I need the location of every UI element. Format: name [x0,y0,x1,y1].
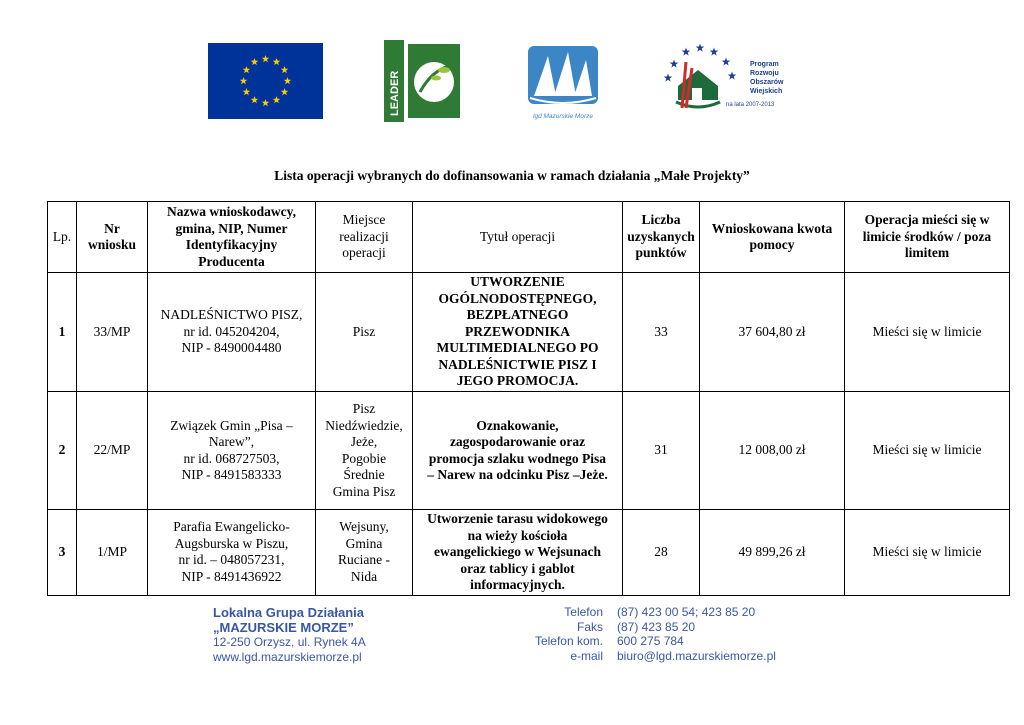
cell-limit: Mieści się w limicie [845,273,1010,392]
header-points: Liczba uzyskanych punktów [623,202,700,273]
cell-applicant-line: Parafia Ewangelicko- [173,519,290,535]
cell-title-line: JEGO PROMOCJA. [456,373,579,389]
lgd-logo-text: lgd Mazurskie Morze [533,113,593,120]
prow-line-1: Program [750,61,779,68]
table-row [48,510,1010,596]
cell-amount: 12 008,00 zł [700,392,845,510]
cell-title-line: Oznakowanie, [476,417,559,433]
table-header-row [48,202,1010,273]
cell-nr: 22/MP [77,392,148,510]
footer [0,605,1024,675]
footer-address: 12-250 Orzysz, ul. Rynek 4A [213,635,366,649]
cell-points: 28 [623,510,700,596]
footer-org-line1: Lokalna Grupa Działania [213,605,364,620]
leader-logo [384,40,464,122]
cell-title-line: ewangelickiego w Wejsunach [433,544,601,559]
cell-lp: 2 [48,392,77,510]
footer-www-link[interactable]: www.lgd.mazurskiemorze.pl [213,650,362,664]
cell-place-line: Wejsuny, [339,519,389,535]
cell-title-line: na wieży kościoła [467,527,568,543]
header-applicant: Nazwa wnioskodawcy, gmina, NIP, Numer Identyfikacyjny Producenta [148,202,316,273]
cell-nr: 33/MP [77,273,148,392]
cell-place [316,510,413,596]
cell-place [316,273,413,392]
footer-org-line2: „MAZURSKIE MORZE” [213,620,354,635]
header-nr: Nr wniosku [77,202,148,273]
contact-label-email: e-mail [570,648,603,663]
cell-place-line: Ruciane - [337,552,391,568]
cell-applicant-line: Narew”, [208,434,255,449]
eu-flag-logo [208,43,323,119]
cell-applicant [148,392,316,510]
cell-title-line: MULTIMEDIALNEGO PO [436,340,599,356]
eu-stars-icon [208,43,323,119]
prow-star-icon [728,72,737,80]
header-title: Tytuł operacji [413,202,623,273]
prow-star-icon [710,48,719,56]
cell-place-line: Pisz [352,323,376,339]
header-limit: Operacja mieści się w limicie środków / poza limitem [845,202,1010,273]
page-title: Lista operacji wybranych do dofinansowania w ramach działania „Małe Projekty” [274,168,750,183]
cell-applicant-line: NIP - 8490004480 [181,340,282,356]
cell-place-line: Nida [350,568,378,584]
prow-star-icon [664,74,673,82]
cell-title-line: OGÓLNODOSTĘPNEGO, [438,290,597,306]
contact-value-email[interactable]: biuro@lgd.mazurskiemorze.pl [617,648,776,663]
prow-line-4: Wiejskich [750,88,783,95]
operations-table [47,201,1010,596]
footer-org [213,605,366,665]
prow-line-5: na lata 2007-2013 [726,102,775,108]
footer-contact-labels [490,605,603,663]
cell-applicant-line: nr id. 068727503, [183,450,280,466]
cell-title-line: NADLEŚNICTWIE PISZ I [438,356,597,372]
cell-title-line: UTWORZENIE [470,274,565,290]
cell-lp: 3 [48,510,77,596]
cell-title-line: PRZEWODNIKA [464,323,570,339]
cell-points: 31 [623,392,700,510]
footer-contact-values [617,605,776,663]
header-amount: Wnioskowana kwota pomocy [700,202,845,273]
cell-place-line: Gmina [345,535,383,551]
cell-applicant [148,510,316,596]
cell-limit: Mieści się w limicie [845,392,1010,510]
cell-title [413,510,623,596]
cell-applicant-line: nr id. – 048057231, [178,552,285,568]
cell-applicant-line: NIP - 8491436922 [181,568,282,584]
prow-star-icon [670,60,679,68]
cell-amount: 37 604,80 zł [700,273,845,392]
table-row [48,273,1010,392]
cell-place-line: Gmina Pisz [332,483,396,499]
cell-amount: 49 899,26 zł [700,510,845,596]
cell-title [413,392,623,510]
contact-label-fax: Faks [576,619,603,634]
header-lp: Lp. [48,202,77,273]
cell-place-line: Pisz [352,401,376,416]
lgd-mazurskie-morze-logo [526,42,600,122]
prow-star-icon [696,44,705,52]
cell-place-line: Pogobie [341,450,387,466]
cell-applicant-line: NADLEŚNICTWO PISZ, [160,307,303,323]
cell-applicant-line: Związek Gmin „Pisa – [170,417,293,433]
cell-applicant-line: Augsburska w Piszu, [174,535,289,551]
cell-title-line: informacyjnych. [470,577,565,592]
cell-lp: 1 [48,273,77,392]
cell-applicant [148,273,316,392]
header-place: Miejsce realizacji operacji [316,202,413,273]
contact-value-phone: (87) 423 00 54; 423 85 20 [617,605,756,619]
svg-text:Program Rozwoju [750,61,785,95]
leader-logo-text: LEADER [389,70,401,116]
cell-title-line: oraz tablicy i gablot [460,560,575,576]
cell-title-line: – Narew na odcinku Pisz –Jeże. [427,467,608,482]
logo-bar [0,40,1024,124]
prow-star-icon [722,58,731,66]
cell-applicant-line: NIP - 8491583333 [181,467,282,482]
contact-value-mobile: 600 275 784 [617,634,684,648]
cell-title [413,273,623,392]
prow-star-icon [682,48,691,56]
cell-points: 33 [623,273,700,392]
cell-title-line: BEZPŁATNEGO [466,307,569,323]
contact-label-phone: Telefon [564,605,603,619]
contact-label-mobile: Telefon kom. [534,634,603,648]
cell-place [316,392,413,510]
cell-limit: Mieści się w limicie [845,510,1010,596]
contact-value-fax: (87) 423 85 20 [617,619,696,634]
prow-line-2: Rozwoju [750,70,779,77]
cell-place-line: Niedźwiedzie, [325,417,403,433]
cell-title-line: zagospodarowanie oraz [449,434,586,449]
cell-nr: 1/MP [77,510,148,596]
prow-logo [660,42,784,120]
table-row [48,392,1010,510]
cell-applicant-line: nr id. 045204204, [183,323,280,339]
cell-title-line: Utworzenie tarasu widokowego [427,511,608,526]
cell-title-line: promocja szlaku wodnego Pisa [428,450,607,466]
prow-line-3: Obszarów [750,79,784,86]
cell-place-line: Średnie [343,467,385,482]
cell-place-line: Jeże, [350,434,378,449]
